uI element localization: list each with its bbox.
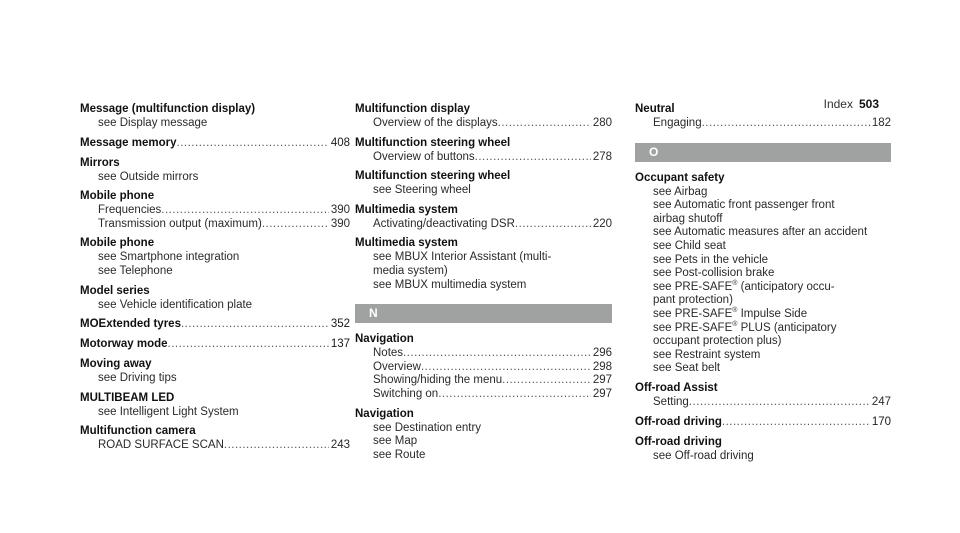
page-reference: 247 xyxy=(871,395,891,408)
leader-dots xyxy=(702,117,870,131)
leader-dots xyxy=(502,374,591,388)
cross-reference-link[interactable]: see Airbag xyxy=(653,185,708,198)
link-text: see PRE-SAFE xyxy=(653,280,733,293)
index-entry xyxy=(80,391,350,420)
subentry-label: ROAD SURFACE SCAN xyxy=(98,439,224,452)
cross-reference-link[interactable]: see Automatic measures after an accident xyxy=(653,226,868,239)
link-text: see PRE-SAFE xyxy=(653,307,733,320)
page-reference: 390 xyxy=(330,204,350,217)
index-term-row[interactable] xyxy=(80,337,350,352)
subentry-row[interactable] xyxy=(355,388,612,402)
link-text: Impulse Side xyxy=(737,307,808,320)
cross-reference-continuation: occupant protection plus) xyxy=(653,335,782,348)
index-column-1 xyxy=(80,102,350,458)
leader-dots xyxy=(181,317,329,332)
page-reference: 297 xyxy=(592,387,612,400)
link-text: PLUS (anticipatory xyxy=(737,321,837,334)
subentry-row[interactable] xyxy=(635,396,891,410)
index-column-2 xyxy=(355,102,612,467)
index-entry xyxy=(80,317,350,332)
subentry-label: Overview of the displays xyxy=(373,117,498,129)
index-entry xyxy=(635,415,891,430)
link-text: (anticipatory occu- xyxy=(737,280,835,293)
index-term: Multimedia system xyxy=(355,237,458,250)
page-reference: 408 xyxy=(330,136,350,149)
subentry-label: Engaging xyxy=(653,117,702,129)
subentry-label: Activating/deactivating DSR xyxy=(373,217,515,230)
index-entry xyxy=(635,171,891,376)
cross-reference-link[interactable]: see MBUX Interior Assistant (multi- xyxy=(373,251,552,264)
index-entry xyxy=(635,435,891,464)
page-reference: 220 xyxy=(592,217,612,230)
cross-reference-link[interactable]: see Driving tips xyxy=(98,372,177,385)
page-reference: 298 xyxy=(592,360,612,373)
subentry-label: Transmission output (maximum) xyxy=(98,217,262,230)
cross-reference-link[interactable]: see Intelligent Light System xyxy=(98,405,239,418)
subentry-row[interactable] xyxy=(355,151,612,165)
index-term: Neutral xyxy=(635,103,675,115)
index-term: Occupant safety xyxy=(635,171,725,184)
cross-reference-link[interactable]: see MBUX multimedia system xyxy=(373,278,527,291)
subentry-row[interactable] xyxy=(635,117,891,131)
subentry-row[interactable] xyxy=(355,361,612,375)
page-reference: 182 xyxy=(871,117,891,129)
index-term-row[interactable] xyxy=(80,317,350,332)
page-number: 503 xyxy=(858,97,879,111)
leader-dots xyxy=(403,347,591,361)
subentry-row[interactable] xyxy=(80,218,350,232)
subentry-row[interactable] xyxy=(355,347,612,361)
leader-dots xyxy=(168,337,329,352)
index-entry xyxy=(80,337,350,352)
index-entry xyxy=(355,169,612,198)
cross-reference-link[interactable]: see Restraint system xyxy=(653,348,761,361)
registered-mark: ® xyxy=(732,279,738,287)
index-term: Motorway mode xyxy=(80,338,168,351)
cross-reference-link[interactable]: see Pets in the vehicle xyxy=(653,253,769,266)
index-entry xyxy=(80,424,350,453)
cross-reference-link[interactable]: see Outside mirrors xyxy=(98,170,199,183)
registered-mark: ® xyxy=(732,307,738,315)
index-entry xyxy=(80,236,350,278)
index-term: Navigation xyxy=(355,407,414,420)
index-term: MULTIBEAM LED xyxy=(80,391,175,404)
registered-mark: ® xyxy=(732,320,738,328)
index-entry xyxy=(355,236,612,292)
index-entry xyxy=(80,357,350,386)
subentry-row[interactable] xyxy=(80,439,350,453)
index-term: Off-road driving xyxy=(635,415,722,428)
index-entry xyxy=(355,332,612,401)
leader-dots xyxy=(515,218,591,232)
subentry-row[interactable] xyxy=(355,117,612,131)
cross-reference-link[interactable]: see Child seat xyxy=(653,239,726,252)
cross-reference-link[interactable]: see Map xyxy=(373,435,418,448)
page-reference: 296 xyxy=(592,347,612,360)
cross-reference-link[interactable]: see Route xyxy=(373,448,426,461)
index-term: Message memory xyxy=(80,136,177,149)
section-label: Index xyxy=(823,97,853,111)
index-term: Off-road driving xyxy=(635,435,722,448)
page-reference: 137 xyxy=(330,338,350,351)
index-entry xyxy=(355,102,612,131)
page-reference: 297 xyxy=(592,374,612,387)
page-reference: 278 xyxy=(592,150,612,163)
page-reference: 280 xyxy=(592,117,612,129)
index-column-3 xyxy=(635,102,891,468)
page-reference: 390 xyxy=(330,217,350,230)
cross-reference-link[interactable] xyxy=(635,281,891,295)
page-reference: 243 xyxy=(330,439,350,452)
page-reference: 352 xyxy=(330,318,350,331)
index-term: Mirrors xyxy=(80,156,120,169)
index-entry xyxy=(80,136,350,151)
cross-reference-continuation: pant protection) xyxy=(653,294,733,307)
subentry-label: Notes xyxy=(373,347,404,360)
subentry-row[interactable] xyxy=(355,374,612,388)
index-entry xyxy=(635,381,891,410)
cross-reference-link[interactable]: see Telephone xyxy=(98,264,173,277)
subentry-label: Switching on xyxy=(373,387,439,400)
subentry-row[interactable] xyxy=(355,218,612,232)
index-entry xyxy=(355,203,612,232)
index-term: Navigation xyxy=(355,333,414,346)
cross-reference-link[interactable]: see Destination entry xyxy=(373,421,482,434)
index-term: Model series xyxy=(80,284,150,297)
cross-reference-link[interactable] xyxy=(635,308,891,322)
leader-dots xyxy=(262,218,329,232)
link-text: see PRE-SAFE xyxy=(653,321,733,334)
index-entry xyxy=(80,284,350,313)
leader-dots xyxy=(498,117,591,131)
leader-dots xyxy=(722,415,870,430)
subentry-label: Overview xyxy=(373,360,421,373)
index-term-row[interactable] xyxy=(635,415,891,430)
subentry-row[interactable] xyxy=(80,204,350,218)
cross-reference-link[interactable]: see Steering wheel xyxy=(373,184,471,197)
cross-reference-link[interactable]: see Smartphone integration xyxy=(98,251,240,264)
index-term-row[interactable] xyxy=(80,136,350,151)
cross-reference-link[interactable]: see Display message xyxy=(98,117,208,129)
index-entry xyxy=(80,156,350,185)
cross-reference-link[interactable]: see Vehicle identification plate xyxy=(98,298,253,311)
index-entry xyxy=(355,407,612,463)
index-term: Multifunction steering wheel xyxy=(355,136,511,149)
index-term: Multimedia system xyxy=(355,203,458,216)
cross-reference-continuation: media system) xyxy=(373,264,448,277)
leader-dots xyxy=(161,204,329,218)
leader-dots xyxy=(421,361,591,375)
subentry-label: Frequencies xyxy=(98,204,162,217)
subentry-label: Showing/hiding the menu xyxy=(373,374,503,387)
subentry-label: Overview of buttons xyxy=(373,150,475,163)
leader-dots xyxy=(438,388,591,402)
leader-dots xyxy=(224,439,329,453)
index-term: Multifunction display xyxy=(355,103,470,115)
index-term: Multifunction camera xyxy=(80,425,196,438)
cross-reference-link[interactable]: see Seat belt xyxy=(653,362,721,375)
index-term: Off-road Assist xyxy=(635,381,718,394)
index-term: Multifunction steering wheel xyxy=(355,170,511,183)
index-term: Mobile phone xyxy=(80,237,155,250)
cross-reference-link[interactable]: see Post-collision brake xyxy=(653,267,775,280)
leader-dots xyxy=(475,151,591,165)
cross-reference-link[interactable]: see Off-road driving xyxy=(653,449,754,462)
page-reference: 170 xyxy=(871,415,891,428)
index-term: Message (multifunction display) xyxy=(80,103,256,115)
index-entry xyxy=(355,136,612,165)
index-entry xyxy=(80,102,350,131)
subentry-label: Setting xyxy=(653,395,689,408)
index-term: MOExtended tyres xyxy=(80,318,181,331)
cross-reference-continuation: airbag shutoff xyxy=(653,212,723,225)
index-term: Moving away xyxy=(80,358,152,371)
letter-heading-o: O xyxy=(635,143,891,162)
cross-reference-link[interactable]: see Automatic front passenger front xyxy=(653,199,835,212)
leader-dots xyxy=(177,136,329,151)
index-entry xyxy=(80,189,350,231)
letter-heading-n: N xyxy=(355,304,612,323)
cross-reference-link[interactable] xyxy=(635,322,891,336)
index-term: Mobile phone xyxy=(80,190,155,203)
leader-dots xyxy=(689,396,870,410)
index-entry xyxy=(635,102,891,131)
